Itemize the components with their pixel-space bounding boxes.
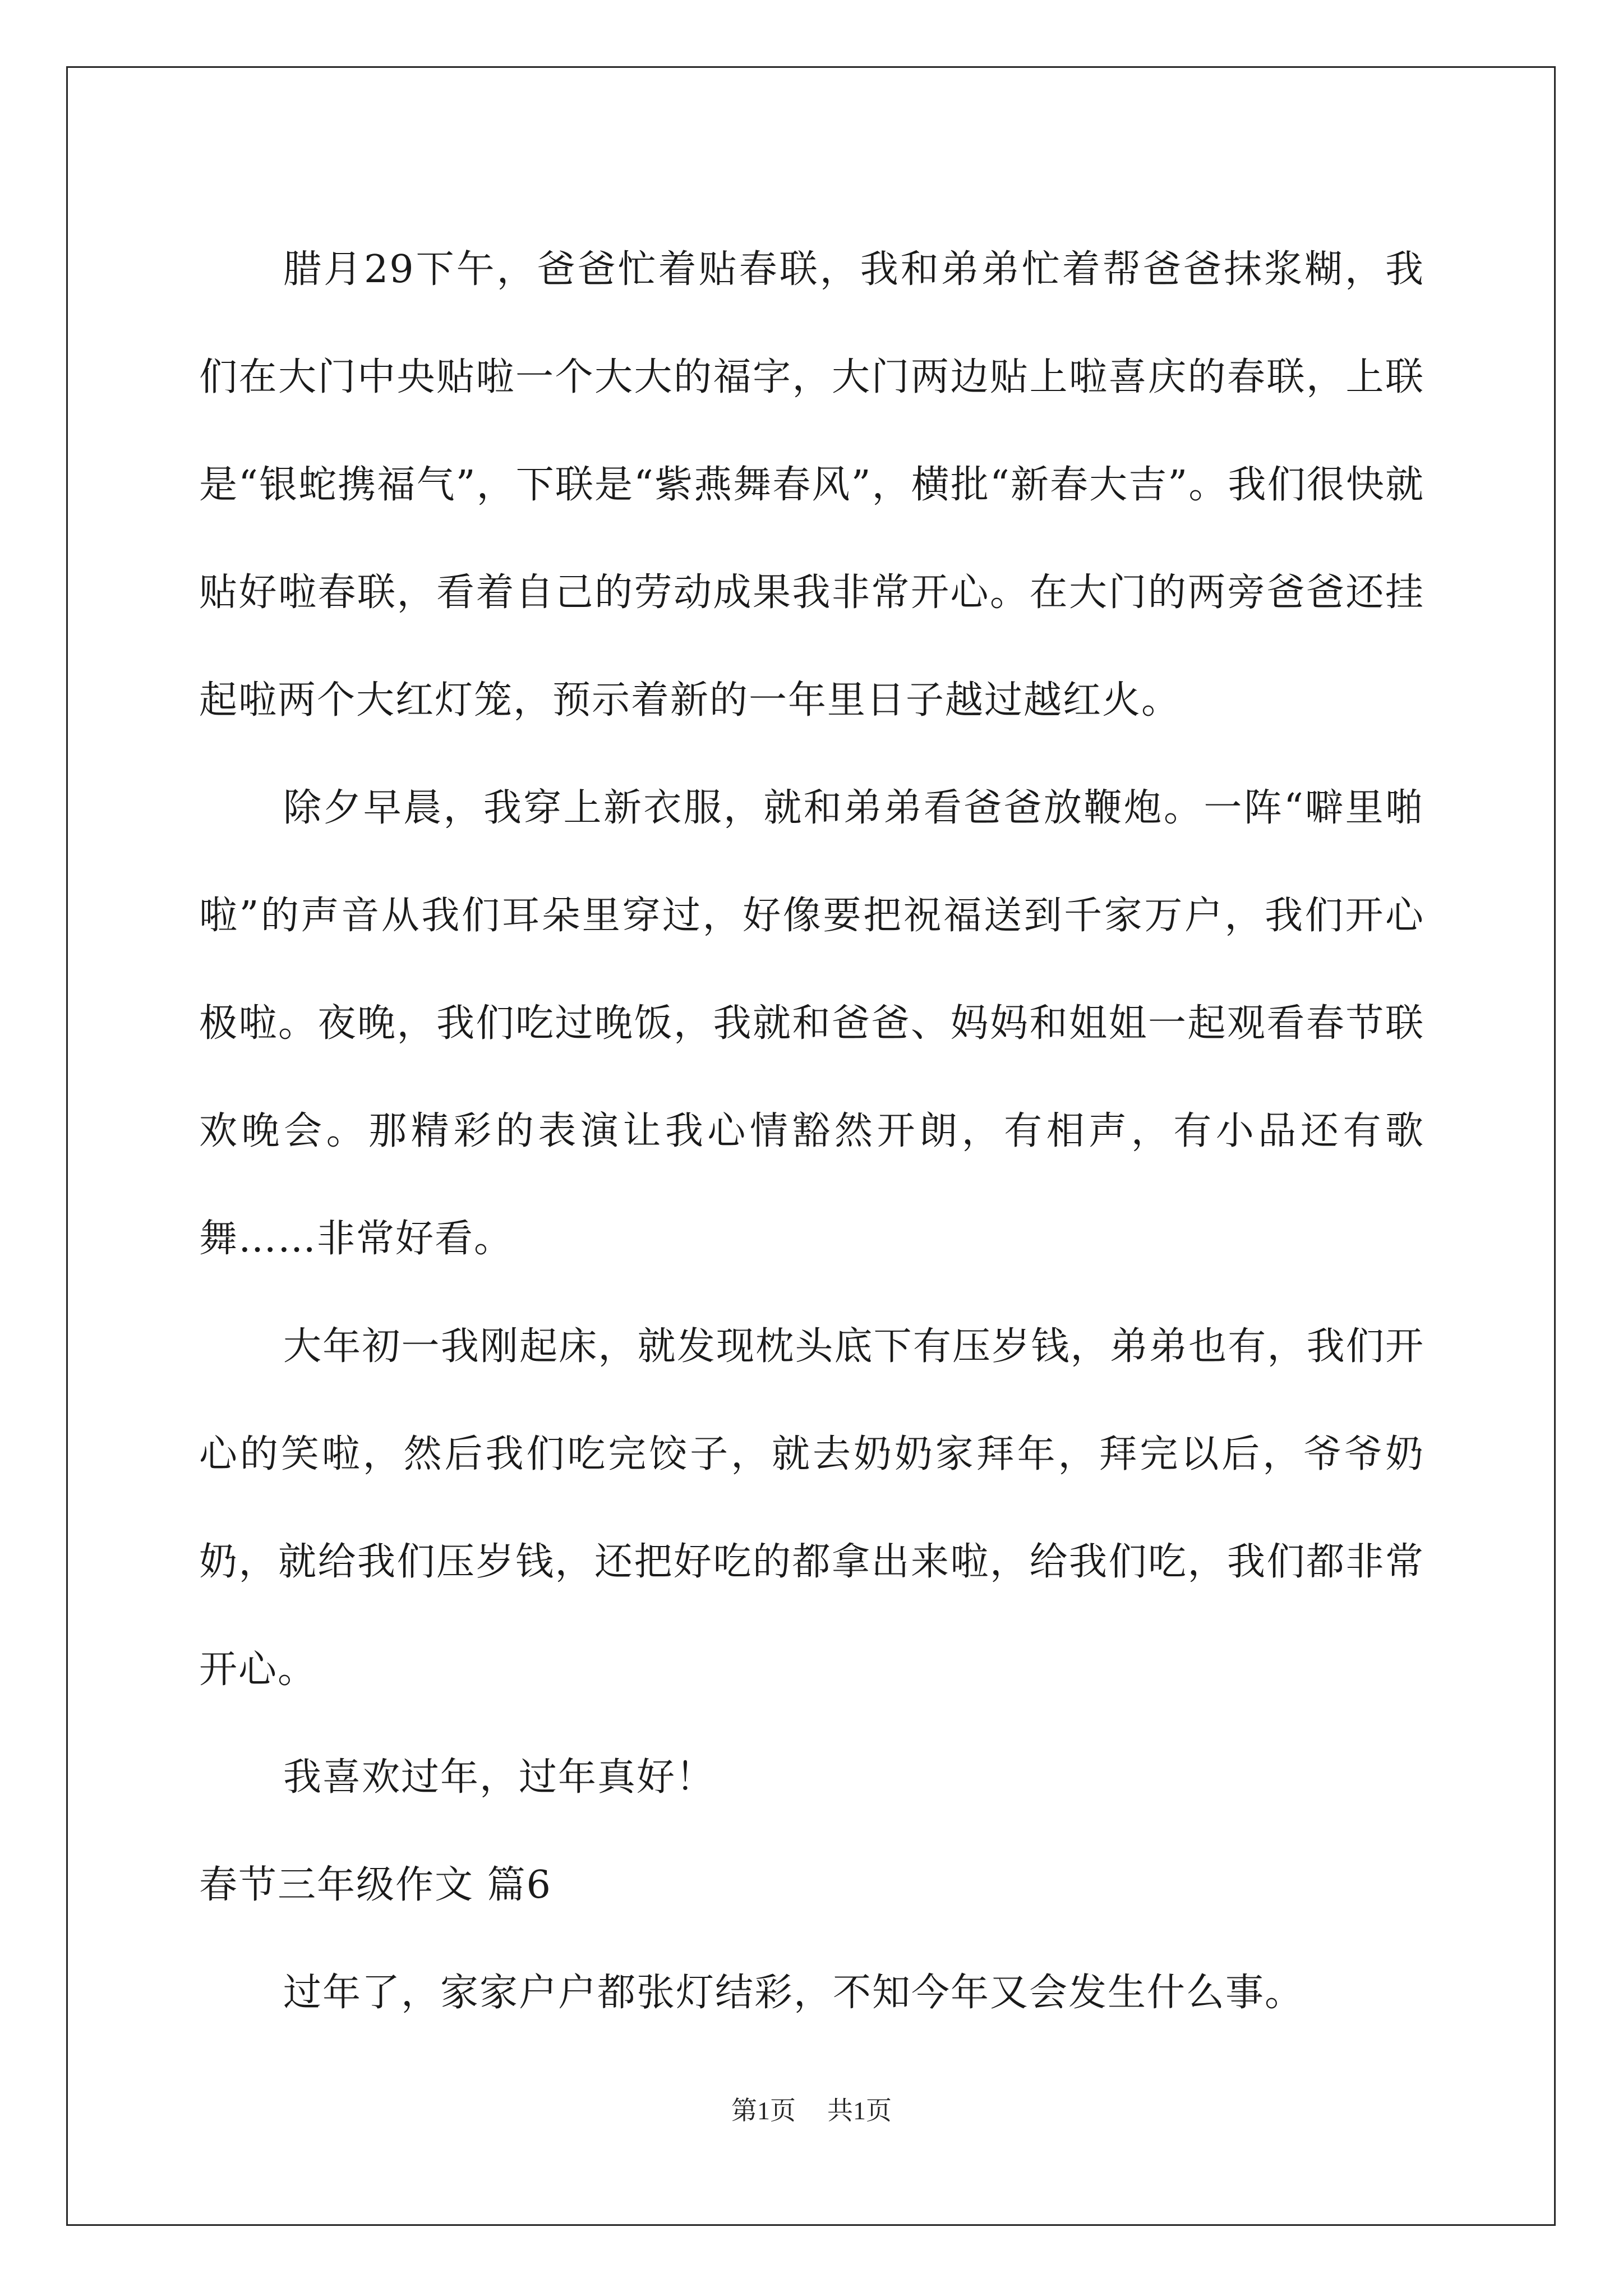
document-body bbox=[199, 216, 1424, 2047]
page-total: 共1页 bbox=[827, 2096, 892, 2125]
page-number: 第1页 bbox=[731, 2096, 796, 2125]
page-footer bbox=[0, 2094, 1623, 2128]
paragraph-1: 腊月29下午，爸爸忙着贴春联，我和弟弟忙着帮爸爸抹浆糊，我们在大门中央贴啦一个大大的福字，大门两边贴上啦喜庆的春联，上联是“银蛇携福气”，下联是“紫燕舞春风”，横批“新春大吉”。我们很快就贴好啦春联，看着自己的劳动成果我非常开心。在大门的两旁爸爸还挂起啦两个大红灯笼，预示着新的一年里日子越过越红火。 bbox=[199, 247, 1424, 723]
paragraph-3: 大年初一我刚起床，就发现枕头底下有压岁钱，弟弟也有，我们开心的笑啦，然后我们吃完饺子，就去奶奶家拜年，拜完以后，爷爷奶奶，就给我们压岁钱，还把好吃的都拿出来啦，给我们吃，我们都非常开心。 bbox=[199, 1324, 1424, 1692]
paragraph-2: 除夕早晨，我穿上新衣服，就和弟弟看爸爸放鞭炮。一阵“噼里啪啦”的声音从我们耳朵里穿过，好像要把祝福送到千家万户，我们开心极啦。夜晚，我们吃过晚饭，我就和爸爸、妈妈和姐姐一起观看春节联欢晚会。那精彩的表演让我心情豁然开朗，有相声，有小品还有歌舞……非常好看。 bbox=[199, 786, 1424, 1261]
section-heading: 春节三年级作文 篇6 bbox=[199, 1863, 552, 1907]
paragraph-4: 我喜欢过年，过年真好！ bbox=[283, 1755, 716, 1800]
closing-paragraph: 过年了，家家户户都张灯结彩，不知今年又会发生什么事。 bbox=[283, 1971, 1304, 2015]
